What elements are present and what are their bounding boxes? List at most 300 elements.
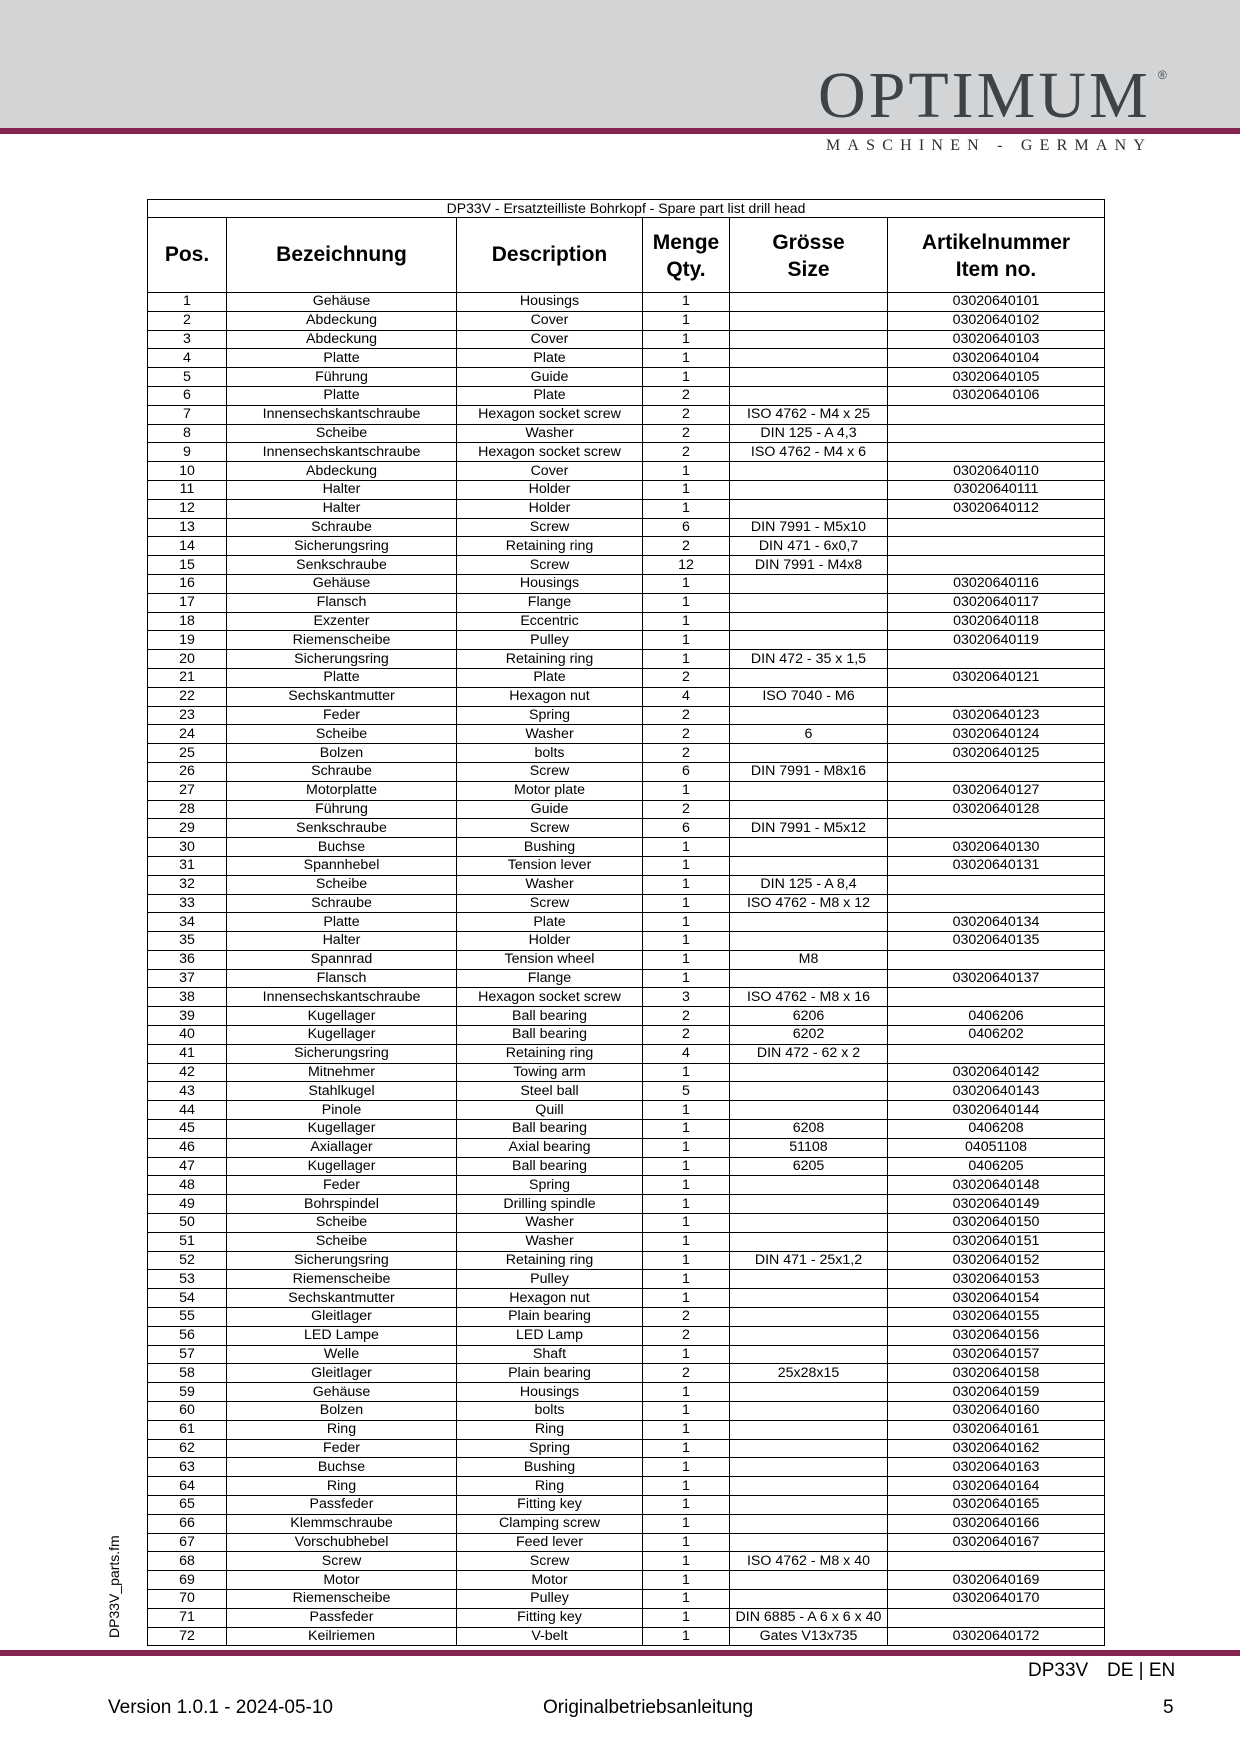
cell-bezeichnung: Spannrad: [227, 950, 457, 969]
table-row: [148, 875, 1105, 894]
table-row: [148, 1608, 1105, 1627]
cell-description: Towing arm: [457, 1063, 643, 1082]
cell-bezeichnung: Sicherungsring: [227, 1044, 457, 1063]
cell-pos: 31: [148, 856, 227, 875]
cell-bezeichnung: Sechskantmutter: [227, 687, 457, 706]
table-row: [148, 668, 1105, 687]
cell-description: V-belt: [457, 1627, 643, 1646]
cell-qty: 1: [643, 1402, 730, 1421]
cell-pos: 40: [148, 1026, 227, 1045]
cell-pos: 69: [148, 1571, 227, 1590]
cell-size: [730, 1533, 888, 1552]
cell-item-no: 03020640103: [888, 330, 1105, 349]
cell-qty: 1: [643, 1176, 730, 1195]
cell-bezeichnung: Keilriemen: [227, 1627, 457, 1646]
table-row: [148, 1589, 1105, 1608]
cell-item-no: 03020640157: [888, 1345, 1105, 1364]
cell-pos: 65: [148, 1496, 227, 1515]
cell-size: [730, 1308, 888, 1327]
cell-size: [730, 612, 888, 631]
table-row: [148, 725, 1105, 744]
table-row: [148, 612, 1105, 631]
cell-qty: 1: [643, 593, 730, 612]
cell-qty: 1: [643, 1420, 730, 1439]
cell-description: Screw: [457, 762, 643, 781]
cell-size: [730, 368, 888, 387]
cell-bezeichnung: Halter: [227, 499, 457, 518]
footer-page-number: 5: [1163, 1697, 1174, 1718]
cell-pos: 9: [148, 443, 227, 462]
logo-registered-mark: ®: [1158, 68, 1167, 82]
header-qty: Qty.: [643, 255, 730, 293]
cell-pos: 42: [148, 1063, 227, 1082]
cell-size: [730, 1082, 888, 1101]
parts-table-body: [148, 293, 1105, 1646]
cell-bezeichnung: Scheibe: [227, 1232, 457, 1251]
cell-pos: 5: [148, 368, 227, 387]
cell-item-no: 03020640158: [888, 1364, 1105, 1383]
table-row: [148, 1007, 1105, 1026]
optimum-logo: [818, 60, 1178, 160]
cell-description: Steel ball: [457, 1082, 643, 1101]
table-row: [148, 1420, 1105, 1439]
cell-qty: 2: [643, 386, 730, 405]
cell-pos: 52: [148, 1251, 227, 1270]
cell-size: [730, 1214, 888, 1233]
table-row: [148, 1533, 1105, 1552]
cell-qty: 2: [643, 1326, 730, 1345]
cell-size: [730, 838, 888, 857]
cell-size: [730, 1270, 888, 1289]
cell-item-no: 03020640124: [888, 725, 1105, 744]
cell-qty: 1: [643, 1496, 730, 1515]
cell-qty: 2: [643, 537, 730, 556]
cell-qty: 1: [643, 1063, 730, 1082]
cell-description: Retaining ring: [457, 650, 643, 669]
table-row: [148, 950, 1105, 969]
cell-qty: 1: [643, 1345, 730, 1364]
cell-size: [730, 668, 888, 687]
cell-pos: 37: [148, 969, 227, 988]
table-row: [148, 1383, 1105, 1402]
cell-qty: 2: [643, 443, 730, 462]
cell-item-no: 03020640118: [888, 612, 1105, 631]
cell-size: DIN 125 - A 4,3: [730, 424, 888, 443]
cell-description: Tension lever: [457, 856, 643, 875]
cell-description: Ball bearing: [457, 1120, 643, 1139]
cell-qty: 2: [643, 725, 730, 744]
table-row: [148, 386, 1105, 405]
cell-pos: 11: [148, 480, 227, 499]
footer-languages: DE | EN: [1107, 1660, 1176, 1681]
cell-description: Eccentric: [457, 612, 643, 631]
cell-pos: 4: [148, 349, 227, 368]
cell-qty: 2: [643, 706, 730, 725]
table-row: [148, 311, 1105, 330]
cell-qty: 1: [643, 480, 730, 499]
cell-size: DIN 125 - A 8,4: [730, 875, 888, 894]
cell-description: Washer: [457, 875, 643, 894]
cell-item-no: 0406208: [888, 1120, 1105, 1139]
cell-qty: 1: [643, 969, 730, 988]
cell-bezeichnung: Sechskantmutter: [227, 1289, 457, 1308]
cell-size: [730, 1571, 888, 1590]
cell-bezeichnung: Sicherungsring: [227, 537, 457, 556]
cell-size: [730, 311, 888, 330]
cell-description: Retaining ring: [457, 1044, 643, 1063]
table-row: [148, 894, 1105, 913]
cell-size: DIN 7991 - M8x16: [730, 762, 888, 781]
cell-description: Retaining ring: [457, 1251, 643, 1270]
cell-pos: 22: [148, 687, 227, 706]
cell-size: [730, 1496, 888, 1515]
side-file-label: DP33V_parts.fm: [106, 1535, 122, 1638]
cell-description: Hexagon socket screw: [457, 405, 643, 424]
footer-accent-line: [0, 1650, 1240, 1656]
table-row: [148, 480, 1105, 499]
cell-description: Holder: [457, 932, 643, 951]
cell-item-no: [888, 819, 1105, 838]
cell-bezeichnung: Gleitlager: [227, 1308, 457, 1327]
cell-item-no: 03020640121: [888, 668, 1105, 687]
table-row: [148, 800, 1105, 819]
header-menge: Menge: [643, 218, 730, 256]
cell-item-no: 03020640106: [888, 386, 1105, 405]
cell-size: [730, 593, 888, 612]
cell-item-no: 03020640101: [888, 293, 1105, 312]
cell-size: DIN 7991 - M5x10: [730, 518, 888, 537]
table-row: [148, 1308, 1105, 1327]
cell-qty: 1: [643, 932, 730, 951]
cell-size: DIN 471 - 6x0,7: [730, 537, 888, 556]
cell-pos: 67: [148, 1533, 227, 1552]
cell-bezeichnung: Buchse: [227, 838, 457, 857]
cell-pos: 3: [148, 330, 227, 349]
cell-qty: 1: [643, 368, 730, 387]
cell-qty: 1: [643, 631, 730, 650]
cell-bezeichnung: Sicherungsring: [227, 650, 457, 669]
cell-bezeichnung: Flansch: [227, 969, 457, 988]
cell-pos: 68: [148, 1552, 227, 1571]
cell-bezeichnung: Scheibe: [227, 875, 457, 894]
cell-item-no: 04051108: [888, 1138, 1105, 1157]
header-groesse: Grösse: [730, 218, 888, 256]
cell-description: Ball bearing: [457, 1157, 643, 1176]
cell-item-no: [888, 1552, 1105, 1571]
cell-size: DIN 7991 - M4x8: [730, 556, 888, 575]
cell-size: ISO 4762 - M4 x 6: [730, 443, 888, 462]
cell-qty: 1: [643, 856, 730, 875]
cell-bezeichnung: Halter: [227, 932, 457, 951]
cell-qty: 1: [643, 894, 730, 913]
cell-item-no: 03020640156: [888, 1326, 1105, 1345]
footer-doc-title: Originalbetriebsanleitung: [543, 1697, 754, 1718]
cell-qty: 1: [643, 1157, 730, 1176]
header-size: Size: [730, 255, 888, 293]
cell-bezeichnung: Ring: [227, 1420, 457, 1439]
table-row: [148, 349, 1105, 368]
cell-pos: 13: [148, 518, 227, 537]
cell-pos: 14: [148, 537, 227, 556]
cell-bezeichnung: Senkschraube: [227, 556, 457, 575]
table-row: [148, 1552, 1105, 1571]
cell-item-no: [888, 537, 1105, 556]
cell-pos: 54: [148, 1289, 227, 1308]
cell-pos: 39: [148, 1007, 227, 1026]
spare-parts-table: [147, 199, 1105, 1646]
cell-size: [730, 480, 888, 499]
cell-description: Guide: [457, 368, 643, 387]
cell-size: ISO 7040 - M6: [730, 687, 888, 706]
cell-size: [730, 800, 888, 819]
table-row: [148, 932, 1105, 951]
cell-item-no: 03020640123: [888, 706, 1105, 725]
cell-size: Gates V13x735: [730, 1627, 888, 1646]
cell-bezeichnung: Feder: [227, 706, 457, 725]
cell-pos: 21: [148, 668, 227, 687]
cell-pos: 66: [148, 1514, 227, 1533]
cell-item-no: 03020640170: [888, 1589, 1105, 1608]
cell-size: [730, 1176, 888, 1195]
cell-size: 6205: [730, 1157, 888, 1176]
cell-item-no: 03020640134: [888, 913, 1105, 932]
cell-bezeichnung: Buchse: [227, 1458, 457, 1477]
cell-description: Washer: [457, 424, 643, 443]
cell-pos: 2: [148, 311, 227, 330]
cell-bezeichnung: Gehäuse: [227, 293, 457, 312]
footer-model: DP33V: [1028, 1660, 1089, 1681]
cell-description: Holder: [457, 499, 643, 518]
cell-size: [730, 781, 888, 800]
cell-item-no: [888, 556, 1105, 575]
cell-pos: 32: [148, 875, 227, 894]
cell-qty: 6: [643, 762, 730, 781]
cell-size: [730, 574, 888, 593]
cell-qty: 2: [643, 744, 730, 763]
cell-description: Plain bearing: [457, 1364, 643, 1383]
cell-bezeichnung: Platte: [227, 668, 457, 687]
cell-bezeichnung: Kugellager: [227, 1026, 457, 1045]
cell-description: Plate: [457, 349, 643, 368]
cell-qty: 6: [643, 518, 730, 537]
cell-pos: 55: [148, 1308, 227, 1327]
cell-description: LED Lamp: [457, 1326, 643, 1345]
cell-item-no: 03020640160: [888, 1402, 1105, 1421]
cell-bezeichnung: Schraube: [227, 894, 457, 913]
cell-bezeichnung: Gehäuse: [227, 574, 457, 593]
cell-pos: 16: [148, 574, 227, 593]
cell-pos: 23: [148, 706, 227, 725]
cell-item-no: 03020640163: [888, 1458, 1105, 1477]
cell-bezeichnung: Klemmschraube: [227, 1514, 457, 1533]
cell-qty: 1: [643, 349, 730, 368]
cell-pos: 10: [148, 462, 227, 481]
cell-size: [730, 932, 888, 951]
cell-description: Tension wheel: [457, 950, 643, 969]
cell-bezeichnung: Innensechskantschraube: [227, 405, 457, 424]
table-row: [148, 443, 1105, 462]
cell-item-no: 03020640112: [888, 499, 1105, 518]
table-row: [148, 1345, 1105, 1364]
cell-item-no: 03020640148: [888, 1176, 1105, 1195]
table-caption: DP33V - Ersatzteilliste Bohrkopf - Spare part list drill head: [148, 200, 1105, 218]
cell-description: Housings: [457, 574, 643, 593]
cell-pos: 34: [148, 913, 227, 932]
cell-item-no: 03020640105: [888, 368, 1105, 387]
cell-bezeichnung: Mitnehmer: [227, 1063, 457, 1082]
cell-description: Retaining ring: [457, 537, 643, 556]
cell-size: [730, 706, 888, 725]
cell-item-no: 03020640143: [888, 1082, 1105, 1101]
cell-size: [730, 744, 888, 763]
cell-item-no: 03020640164: [888, 1477, 1105, 1496]
cell-bezeichnung: Bolzen: [227, 744, 457, 763]
cell-pos: 36: [148, 950, 227, 969]
cell-description: Screw: [457, 556, 643, 575]
cell-item-no: [888, 424, 1105, 443]
cell-bezeichnung: Schraube: [227, 518, 457, 537]
cell-description: Spring: [457, 1176, 643, 1195]
cell-bezeichnung: Stahlkugel: [227, 1082, 457, 1101]
cell-pos: 24: [148, 725, 227, 744]
cell-size: [730, 1326, 888, 1345]
cell-item-no: 03020640116: [888, 574, 1105, 593]
table-row: [148, 1157, 1105, 1176]
cell-item-no: [888, 875, 1105, 894]
cell-description: Pulley: [457, 1270, 643, 1289]
cell-bezeichnung: Vorschubhebel: [227, 1533, 457, 1552]
cell-qty: 4: [643, 687, 730, 706]
cell-qty: 1: [643, 1514, 730, 1533]
cell-pos: 49: [148, 1195, 227, 1214]
table-row: [148, 744, 1105, 763]
cell-qty: 1: [643, 1589, 730, 1608]
cell-description: Drilling spindle: [457, 1195, 643, 1214]
cell-pos: 25: [148, 744, 227, 763]
cell-description: Hexagon nut: [457, 1289, 643, 1308]
cell-bezeichnung: Axiallager: [227, 1138, 457, 1157]
cell-size: DIN 472 - 35 x 1,5: [730, 650, 888, 669]
cell-size: DIN 6885 - A 6 x 6 x 40: [730, 1608, 888, 1627]
cell-size: 6: [730, 725, 888, 744]
cell-size: [730, 1383, 888, 1402]
table-row: [148, 1627, 1105, 1646]
cell-pos: 72: [148, 1627, 227, 1646]
table-row: [148, 499, 1105, 518]
cell-bezeichnung: Passfeder: [227, 1608, 457, 1627]
table-row: [148, 1477, 1105, 1496]
cell-bezeichnung: Führung: [227, 800, 457, 819]
cell-bezeichnung: Führung: [227, 368, 457, 387]
cell-item-no: [888, 762, 1105, 781]
cell-item-no: [888, 518, 1105, 537]
cell-qty: 5: [643, 1082, 730, 1101]
cell-bezeichnung: Kugellager: [227, 1007, 457, 1026]
cell-description: Spring: [457, 1439, 643, 1458]
table-row: [148, 1364, 1105, 1383]
cell-bezeichnung: Sicherungsring: [227, 1251, 457, 1270]
table-row: [148, 1496, 1105, 1515]
cell-description: Plain bearing: [457, 1308, 643, 1327]
cell-qty: 1: [643, 1101, 730, 1120]
cell-item-no: 03020640110: [888, 462, 1105, 481]
cell-bezeichnung: Gleitlager: [227, 1364, 457, 1383]
cell-item-no: 0406202: [888, 1026, 1105, 1045]
cell-qty: 1: [643, 1138, 730, 1157]
footer-version: Version 1.0.1 - 2024-05-10: [108, 1697, 333, 1718]
cell-pos: 18: [148, 612, 227, 631]
cell-qty: 4: [643, 1044, 730, 1063]
cell-qty: 1: [643, 1458, 730, 1477]
cell-size: ISO 4762 - M8 x 16: [730, 988, 888, 1007]
cell-size: [730, 1195, 888, 1214]
cell-bezeichnung: Bohrspindel: [227, 1195, 457, 1214]
cell-size: 51108: [730, 1138, 888, 1157]
cell-size: [730, 969, 888, 988]
cell-pos: 64: [148, 1477, 227, 1496]
cell-description: Hexagon socket screw: [457, 443, 643, 462]
cell-description: Washer: [457, 725, 643, 744]
table-row: [148, 556, 1105, 575]
cell-size: [730, 913, 888, 932]
cell-size: [730, 386, 888, 405]
cell-item-no: 03020640128: [888, 800, 1105, 819]
cell-description: bolts: [457, 1402, 643, 1421]
cell-size: ISO 4762 - M8 x 40: [730, 1552, 888, 1571]
table-row: [148, 462, 1105, 481]
table-row: [148, 856, 1105, 875]
cell-description: Plate: [457, 668, 643, 687]
cell-qty: 2: [643, 1364, 730, 1383]
cell-description: Flange: [457, 593, 643, 612]
cell-description: Ring: [457, 1477, 643, 1496]
cell-size: DIN 472 - 62 x 2: [730, 1044, 888, 1063]
table-row: [148, 1214, 1105, 1233]
cell-qty: 3: [643, 988, 730, 1007]
cell-pos: 44: [148, 1101, 227, 1120]
cell-item-no: 03020640142: [888, 1063, 1105, 1082]
cell-size: [730, 1589, 888, 1608]
cell-bezeichnung: Scheibe: [227, 725, 457, 744]
cell-item-no: 03020640172: [888, 1627, 1105, 1646]
cell-item-no: 03020640125: [888, 744, 1105, 763]
table-row: [148, 819, 1105, 838]
cell-description: Axial bearing: [457, 1138, 643, 1157]
table-row: [148, 631, 1105, 650]
cell-bezeichnung: Motor: [227, 1571, 457, 1590]
cell-item-no: [888, 1608, 1105, 1627]
cell-pos: 46: [148, 1138, 227, 1157]
cell-item-no: 03020640154: [888, 1289, 1105, 1308]
cell-size: [730, 1063, 888, 1082]
cell-qty: 1: [643, 293, 730, 312]
cell-item-no: 03020640150: [888, 1214, 1105, 1233]
cell-item-no: 03020640166: [888, 1514, 1105, 1533]
cell-bezeichnung: Pinole: [227, 1101, 457, 1120]
cell-pos: 62: [148, 1439, 227, 1458]
cell-item-no: 03020640169: [888, 1571, 1105, 1590]
cell-item-no: 03020640152: [888, 1251, 1105, 1270]
cell-qty: 2: [643, 1007, 730, 1026]
cell-description: Housings: [457, 1383, 643, 1402]
table-row: [148, 781, 1105, 800]
cell-bezeichnung: Abdeckung: [227, 330, 457, 349]
cell-qty: 1: [643, 1214, 730, 1233]
cell-size: [730, 1289, 888, 1308]
cell-pos: 26: [148, 762, 227, 781]
table-row: [148, 1289, 1105, 1308]
cell-size: [730, 1458, 888, 1477]
